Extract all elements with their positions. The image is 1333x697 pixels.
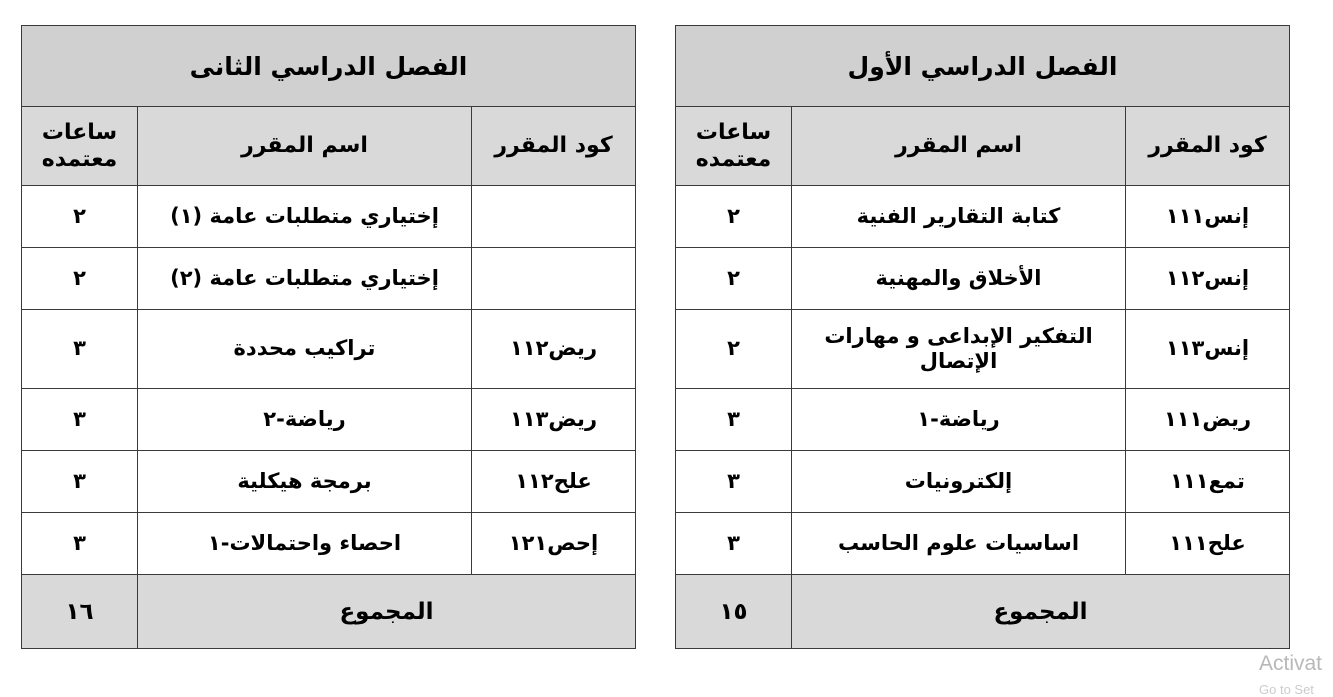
header-course-code: كود المقرر [472,107,636,186]
credit-hours: ٣ [676,513,792,575]
table-row [676,310,1290,389]
course-code: ريض١١٢ [472,310,636,389]
credit-hours: ٢ [676,248,792,310]
credit-hours: ٢ [676,186,792,248]
header-course-name: اسم المقرر [792,107,1126,186]
header-credit-hours: ساعات معتمده [22,107,138,186]
course-name: تراكيب محددة [138,310,472,389]
course-name: احصاء واحتمالات-١ [138,513,472,575]
header-credit-hours: ساعات معتمده [676,107,792,186]
course-code [472,186,636,248]
table-row [22,248,636,310]
total-label: المجموع [138,575,636,649]
course-name: كتابة التقارير الفنية [792,186,1126,248]
course-name: إلكترونيات [792,451,1126,513]
activation-watermark-subtext: Go to Set [1259,682,1314,697]
credit-hours: ٢ [22,186,138,248]
total-label: المجموع [792,575,1290,649]
course-code: إنس١١١ [1126,186,1290,248]
credit-hours: ٢ [676,310,792,389]
course-code: علح١١١ [1126,513,1290,575]
course-name: رياضة-٢ [138,389,472,451]
credit-hours: ٢ [22,248,138,310]
credit-hours: ٣ [22,513,138,575]
total-value: ١٦ [22,575,138,649]
course-name: رياضة-١ [792,389,1126,451]
activation-watermark: Activat [1259,652,1323,675]
table-row [22,451,636,513]
course-code: إنس١١٢ [1126,248,1290,310]
header-course-code: كود المقرر [1126,107,1290,186]
course-code [472,248,636,310]
course-name: الأخلاق والمهنية [792,248,1126,310]
table-row [676,451,1290,513]
table-row [22,310,636,389]
credit-hours: ٣ [676,451,792,513]
table-row [22,186,636,248]
course-code: علح١١٢ [472,451,636,513]
first-semester-title: الفصل الدراسي الأول [676,26,1290,107]
course-code: إنس١١٣ [1126,310,1290,389]
credit-hours: ٣ [676,389,792,451]
course-name: برمجة هيكلية [138,451,472,513]
table-row [676,186,1290,248]
course-code: إحص١٢١ [472,513,636,575]
course-name: اساسيات علوم الحاسب [792,513,1126,575]
second-semester-table [21,25,636,649]
table-row [676,248,1290,310]
course-code: ريض١١٣ [472,389,636,451]
second-semester-title: الفصل الدراسي الثانى [22,26,636,107]
header-course-name: اسم المقرر [138,107,472,186]
table-row [22,513,636,575]
total-row [22,575,636,649]
table-row [676,389,1290,451]
first-semester-table [675,25,1290,649]
total-row [676,575,1290,649]
table-row [22,389,636,451]
course-name: إختياري متطلبات عامة (٢) [138,248,472,310]
credit-hours: ٣ [22,451,138,513]
course-code: ريض١١١ [1126,389,1290,451]
course-name: التفكير الإبداعى و مهارات الإتصال [792,310,1126,389]
total-value: ١٥ [676,575,792,649]
course-code: تمع١١١ [1126,451,1290,513]
credit-hours: ٣ [22,310,138,389]
course-name: إختياري متطلبات عامة (١) [138,186,472,248]
credit-hours: ٣ [22,389,138,451]
table-row [676,513,1290,575]
